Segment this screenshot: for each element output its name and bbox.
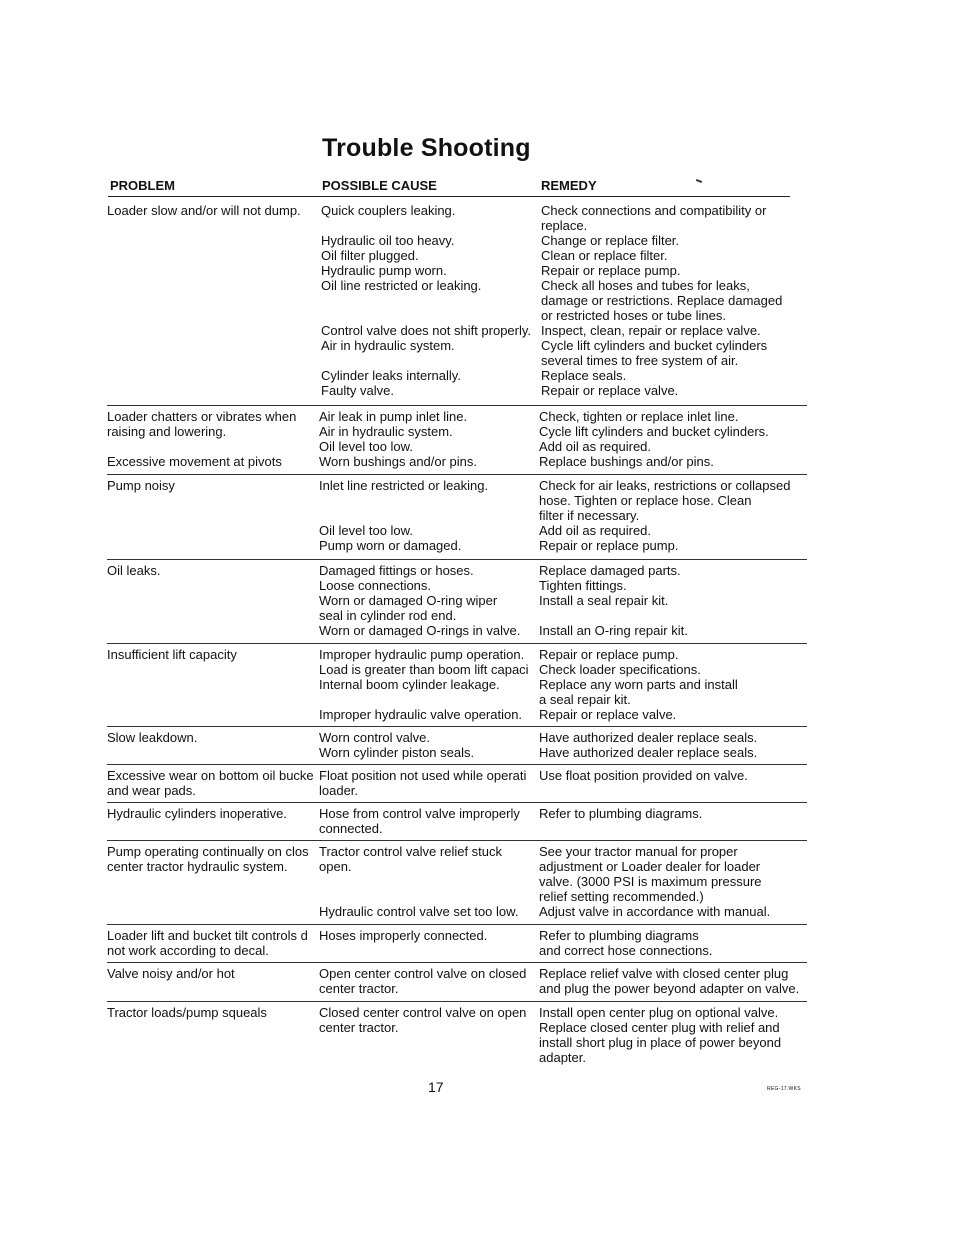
table-row bbox=[107, 439, 807, 454]
problem-cell: Hydraulic cylinders inoperative. bbox=[107, 806, 287, 821]
table-row bbox=[107, 353, 807, 368]
cause-cell: Loose connections. bbox=[319, 578, 432, 593]
problem-cell: Insufficient lift capacity bbox=[107, 647, 237, 662]
remedy-cell: install short plug in place of power beyond bbox=[539, 1035, 782, 1050]
table-row bbox=[107, 523, 807, 538]
cause-cell: Pump worn or damaged. bbox=[319, 538, 462, 553]
problem-cell: Loader chatters or vibrates when bbox=[107, 409, 297, 424]
problem-cell: Loader slow and/or will not dump. bbox=[107, 203, 301, 218]
remedy-cell: Repair or replace pump. bbox=[539, 538, 679, 553]
remedy-cell: hose. Tighten or replace hose. Clean bbox=[539, 493, 752, 508]
remedy-cell: adjustment or Loader dealer for loader bbox=[539, 859, 761, 874]
remedy-cell: damage or restrictions. Replace damaged bbox=[541, 293, 783, 308]
problem-section bbox=[107, 405, 807, 469]
table-row bbox=[107, 338, 807, 353]
cause-cell: Control valve does not shift properly. bbox=[321, 323, 532, 338]
remedy-cell: Repair or replace pump. bbox=[541, 263, 681, 278]
table-row bbox=[107, 383, 807, 398]
cause-cell: Float position not used while operati bbox=[319, 768, 527, 783]
table-row bbox=[107, 368, 807, 383]
cause-cell: Oil filter plugged. bbox=[321, 248, 419, 263]
cause-cell: Improper hydraulic pump operation. bbox=[319, 647, 525, 662]
remedy-cell: and plug the power beyond adapter on valve. bbox=[539, 981, 800, 996]
table-row bbox=[107, 1050, 807, 1065]
table-row bbox=[107, 508, 807, 523]
cause-cell: Oil level too low. bbox=[319, 523, 413, 538]
cause-cell: Faulty valve. bbox=[321, 383, 394, 398]
problem-section bbox=[107, 726, 807, 760]
remedy-cell: Use float position provided on valve. bbox=[539, 768, 748, 783]
cause-cell: connected. bbox=[319, 821, 383, 836]
cause-cell: Hydraulic pump worn. bbox=[321, 263, 447, 278]
remedy-cell: See your tractor manual for proper bbox=[539, 844, 738, 859]
table-row bbox=[107, 904, 807, 919]
cause-cell: Worn bushings and/or pins. bbox=[319, 454, 478, 469]
remedy-cell: Replace seals. bbox=[541, 368, 627, 383]
cause-cell: center tractor. bbox=[319, 981, 399, 996]
remedy-cell: Refer to plumbing diagrams bbox=[539, 928, 699, 943]
table-row bbox=[107, 293, 807, 308]
table-row bbox=[107, 662, 807, 677]
problem-cell: Pump noisy bbox=[107, 478, 175, 493]
problem-cell: Tractor loads/pump squeals bbox=[107, 1005, 267, 1020]
cause-cell: Damaged fittings or hoses. bbox=[319, 563, 474, 578]
table-row bbox=[107, 1020, 807, 1035]
remedy-cell: adapter. bbox=[539, 1050, 586, 1065]
cause-cell: Worn or damaged O-ring wiper bbox=[319, 593, 498, 608]
remedy-cell: Repair or replace valve. bbox=[541, 383, 679, 398]
remedy-cell: Check loader specifications. bbox=[539, 662, 701, 677]
remedy-cell: Replace damaged parts. bbox=[539, 563, 681, 578]
table-row bbox=[107, 608, 807, 623]
remedy-cell: Install open center plug on optional valve. bbox=[539, 1005, 779, 1020]
table-row bbox=[107, 424, 807, 439]
remedy-cell: Tighten fittings. bbox=[539, 578, 627, 593]
remedy-cell: Replace any worn parts and install bbox=[539, 677, 738, 692]
table-row bbox=[107, 218, 807, 233]
remedy-cell: Add oil as required. bbox=[539, 439, 652, 454]
header-divider bbox=[108, 196, 790, 197]
table-row bbox=[107, 874, 807, 889]
problem-cell: center tractor hydraulic system. bbox=[107, 859, 288, 874]
remedy-cell: relief setting recommended.) bbox=[539, 889, 704, 904]
remedy-cell: or restricted hoses or tube lines. bbox=[541, 308, 726, 323]
problem-section bbox=[107, 559, 807, 638]
table-row bbox=[107, 783, 807, 798]
remedy-cell: Replace closed center plug with relief and bbox=[539, 1020, 780, 1035]
remedy-cell: Check all hoses and tubes for leaks, bbox=[541, 278, 750, 293]
cause-cell: Worn cylinder piston seals. bbox=[319, 745, 475, 760]
page-title: Trouble Shooting bbox=[322, 134, 531, 162]
remedy-cell: a seal repair kit. bbox=[539, 692, 631, 707]
table-row bbox=[107, 730, 807, 745]
table-row bbox=[107, 493, 807, 508]
remedy-cell: Change or replace filter. bbox=[541, 233, 680, 248]
cause-cell: loader. bbox=[319, 783, 359, 798]
table-row bbox=[107, 647, 807, 662]
table-row bbox=[107, 821, 807, 836]
problem-cell: Oil leaks. bbox=[107, 563, 161, 578]
cause-cell: Oil level too low. bbox=[319, 439, 413, 454]
cause-cell: Open center control valve on closed bbox=[319, 966, 527, 981]
remedy-cell: Repair or replace pump. bbox=[539, 647, 679, 662]
table-row bbox=[107, 233, 807, 248]
table-row bbox=[107, 623, 807, 638]
cause-cell: open. bbox=[319, 859, 352, 874]
problem-cell: not work according to decal. bbox=[107, 943, 269, 958]
table-row bbox=[107, 593, 807, 608]
remedy-cell: Have authorized dealer replace seals. bbox=[539, 730, 758, 745]
cause-cell: Hoses improperly connected. bbox=[319, 928, 488, 943]
cause-cell: Tractor control valve relief stuck bbox=[319, 844, 503, 859]
cause-cell: Air leak in pump inlet line. bbox=[319, 409, 468, 424]
table-row bbox=[107, 677, 807, 692]
problem-cell: Excessive movement at pivots bbox=[107, 454, 282, 469]
cause-cell: center tractor. bbox=[319, 1020, 399, 1035]
problem-section bbox=[107, 840, 807, 919]
table-row bbox=[107, 263, 807, 278]
cause-cell: Inlet line restricted or leaking. bbox=[319, 478, 489, 493]
table-row bbox=[107, 1005, 807, 1020]
table-row bbox=[107, 248, 807, 263]
remedy-cell: Install a seal repair kit. bbox=[539, 593, 669, 608]
table-row bbox=[107, 707, 807, 722]
problem-cell: Excessive wear on bottom oil bucke bbox=[107, 768, 314, 783]
problem-cell: Valve noisy and/or hot bbox=[107, 966, 235, 981]
cause-cell: Hose from control valve improperly bbox=[319, 806, 520, 821]
problem-section bbox=[107, 962, 807, 996]
cause-cell: Hydraulic control valve set too low. bbox=[319, 904, 519, 919]
column-header-problem: PROBLEM bbox=[110, 178, 175, 193]
problem-section bbox=[107, 643, 807, 722]
remedy-cell: Add oil as required. bbox=[539, 523, 652, 538]
cause-cell: seal in cylinder rod end. bbox=[319, 608, 457, 623]
problem-section bbox=[107, 474, 807, 553]
page-number: 17 bbox=[428, 1079, 444, 1095]
table-row bbox=[107, 323, 807, 338]
cause-cell: Air in hydraulic system. bbox=[319, 424, 453, 439]
column-header-remedy: REMEDY bbox=[541, 178, 597, 193]
table-row bbox=[107, 409, 807, 424]
remedy-cell: Check for air leaks, restrictions or collapsed bbox=[539, 478, 791, 493]
cause-cell: Worn control valve. bbox=[319, 730, 431, 745]
problem-cell: raising and lowering. bbox=[107, 424, 227, 439]
problem-section bbox=[107, 924, 807, 958]
table-row bbox=[107, 454, 807, 469]
cause-cell: Internal boom cylinder leakage. bbox=[319, 677, 500, 692]
table-row bbox=[107, 844, 807, 859]
remedy-cell: Refer to plumbing diagrams. bbox=[539, 806, 703, 821]
remedy-cell: Replace relief valve with closed center plug bbox=[539, 966, 789, 981]
remedy-cell: several times to free system of air. bbox=[541, 353, 739, 368]
remedy-cell: Have authorized dealer replace seals. bbox=[539, 745, 758, 760]
remedy-cell: Check, tighten or replace inlet line. bbox=[539, 409, 739, 424]
remedy-cell: filter if necessary. bbox=[539, 508, 640, 523]
table-row bbox=[107, 563, 807, 578]
document-code: REG-17.WKS bbox=[767, 1086, 801, 1092]
remedy-cell: Check connections and compatibility or bbox=[541, 203, 767, 218]
remedy-cell: Replace bushings and/or pins. bbox=[539, 454, 714, 469]
table-row bbox=[107, 203, 807, 218]
table-row bbox=[107, 981, 807, 996]
problem-section bbox=[107, 764, 807, 798]
cause-cell: Improper hydraulic valve operation. bbox=[319, 707, 523, 722]
table-row bbox=[107, 768, 807, 783]
problem-section bbox=[107, 802, 807, 836]
table-row bbox=[107, 538, 807, 553]
column-header-possible-cause: POSSIBLE CAUSE bbox=[322, 178, 437, 193]
stray-mark bbox=[696, 179, 702, 183]
table-row bbox=[107, 278, 807, 293]
table-row bbox=[107, 1035, 807, 1050]
remedy-cell: Cycle lift cylinders and bucket cylinders. bbox=[539, 424, 769, 439]
cause-cell: Air in hydraulic system. bbox=[321, 338, 455, 353]
table-row bbox=[107, 859, 807, 874]
remedy-cell: Install an O-ring repair kit. bbox=[539, 623, 688, 638]
remedy-cell: valve. (3000 PSI is maximum pressure bbox=[539, 874, 762, 889]
problem-cell: and wear pads. bbox=[107, 783, 196, 798]
table-row bbox=[107, 889, 807, 904]
table-row bbox=[107, 928, 807, 943]
problem-section bbox=[107, 1001, 807, 1065]
remedy-cell: Clean or replace filter. bbox=[541, 248, 668, 263]
remedy-cell: Cycle lift cylinders and bucket cylinders bbox=[541, 338, 768, 353]
cause-cell: Quick couplers leaking. bbox=[321, 203, 456, 218]
remedy-cell: replace. bbox=[541, 218, 588, 233]
cause-cell: Load is greater than boom lift capaci bbox=[319, 662, 529, 677]
table-row bbox=[107, 478, 807, 493]
table-row bbox=[107, 806, 807, 821]
table-row bbox=[107, 745, 807, 760]
cause-cell: Hydraulic oil too heavy. bbox=[321, 233, 455, 248]
table-row bbox=[107, 578, 807, 593]
table-row bbox=[107, 692, 807, 707]
problem-cell: Slow leakdown. bbox=[107, 730, 198, 745]
table-row bbox=[107, 943, 807, 958]
cause-cell: Worn or damaged O-rings in valve. bbox=[319, 623, 521, 638]
remedy-cell: and correct hose connections. bbox=[539, 943, 713, 958]
remedy-cell: Repair or replace valve. bbox=[539, 707, 677, 722]
table-row bbox=[107, 966, 807, 981]
table-row bbox=[107, 308, 807, 323]
problem-cell: Loader lift and bucket tilt controls d bbox=[107, 928, 308, 943]
cause-cell: Cylinder leaks internally. bbox=[321, 368, 461, 383]
problem-section bbox=[107, 203, 807, 398]
remedy-cell: Inspect, clean, repair or replace valve. bbox=[541, 323, 761, 338]
remedy-cell: Adjust valve in accordance with manual. bbox=[539, 904, 771, 919]
cause-cell: Oil line restricted or leaking. bbox=[321, 278, 482, 293]
cause-cell: Closed center control valve on open bbox=[319, 1005, 527, 1020]
problem-cell: Pump operating continually on clos bbox=[107, 844, 309, 859]
